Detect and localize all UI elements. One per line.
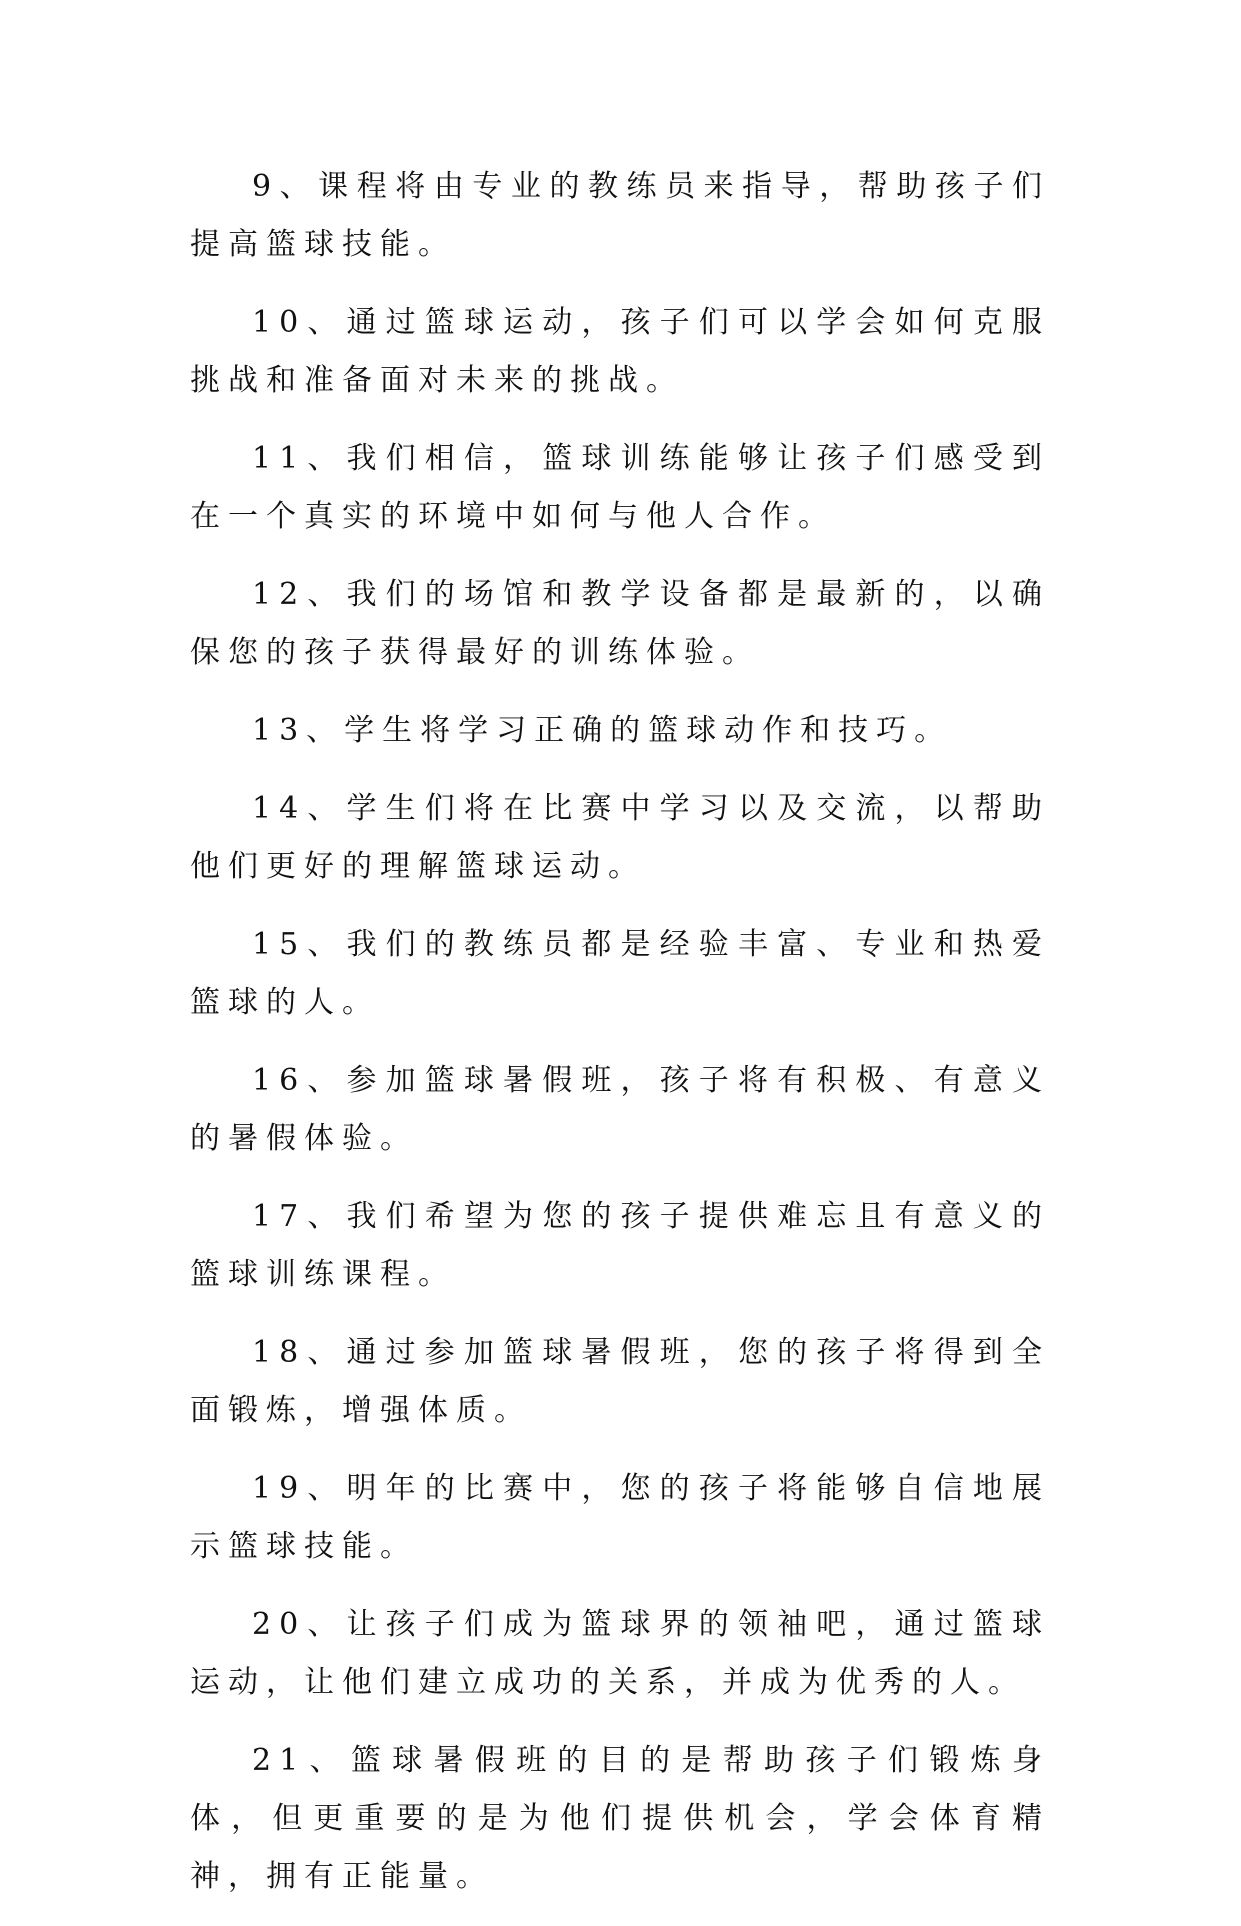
paragraph-18: 18、通过参加篮球暑假班，您的孩子将得到全面锻炼，增强体质。 — [190, 1335, 1050, 1428]
paragraph-14: 14、学生们将在比赛中学习以及交流，以帮助他们更好的理解篮球运动。 — [190, 791, 1050, 884]
paragraph-9: 9、课程将由专业的教练员来指导，帮助孩子们提高篮球技能。 — [190, 169, 1050, 262]
paragraph-21: 21、篮球暑假班的目的是帮助孩子们锻炼身体，但更重要的是为他们提供机会，学会体育精神，拥有正能量。 — [190, 1743, 1050, 1894]
paragraph-15: 15、我们的教练员都是经验丰富、专业和热爱篮球的人。 — [190, 927, 1050, 1020]
paragraph-19: 19、明年的比赛中，您的孩子将能够自信地展示篮球技能。 — [190, 1471, 1050, 1564]
paragraph-10: 10、通过篮球运动，孩子们可以学会如何克服挑战和准备面对未来的挑战。 — [190, 305, 1050, 398]
paragraph-13: 13、学生将学习正确的篮球动作和技巧。 — [252, 713, 953, 748]
paragraph-17: 17、我们希望为您的孩子提供难忘且有意义的篮球训练课程。 — [190, 1199, 1050, 1292]
paragraph-16: 16、参加篮球暑假班，孩子将有积极、有意义的暑假体验。 — [190, 1063, 1050, 1156]
paragraph-12: 12、我们的场馆和教学设备都是最新的，以确保您的孩子获得最好的训练体验。 — [190, 577, 1050, 670]
paragraph-20: 20、让孩子们成为篮球界的领袖吧，通过篮球运动，让他们建立成功的关系，并成为优秀的人。 — [190, 1607, 1050, 1700]
document-body — [190, 158, 1050, 1926]
paragraph-11: 11、我们相信，篮球训练能够让孩子们感受到在一个真实的环境中如何与他人合作。 — [190, 441, 1050, 534]
